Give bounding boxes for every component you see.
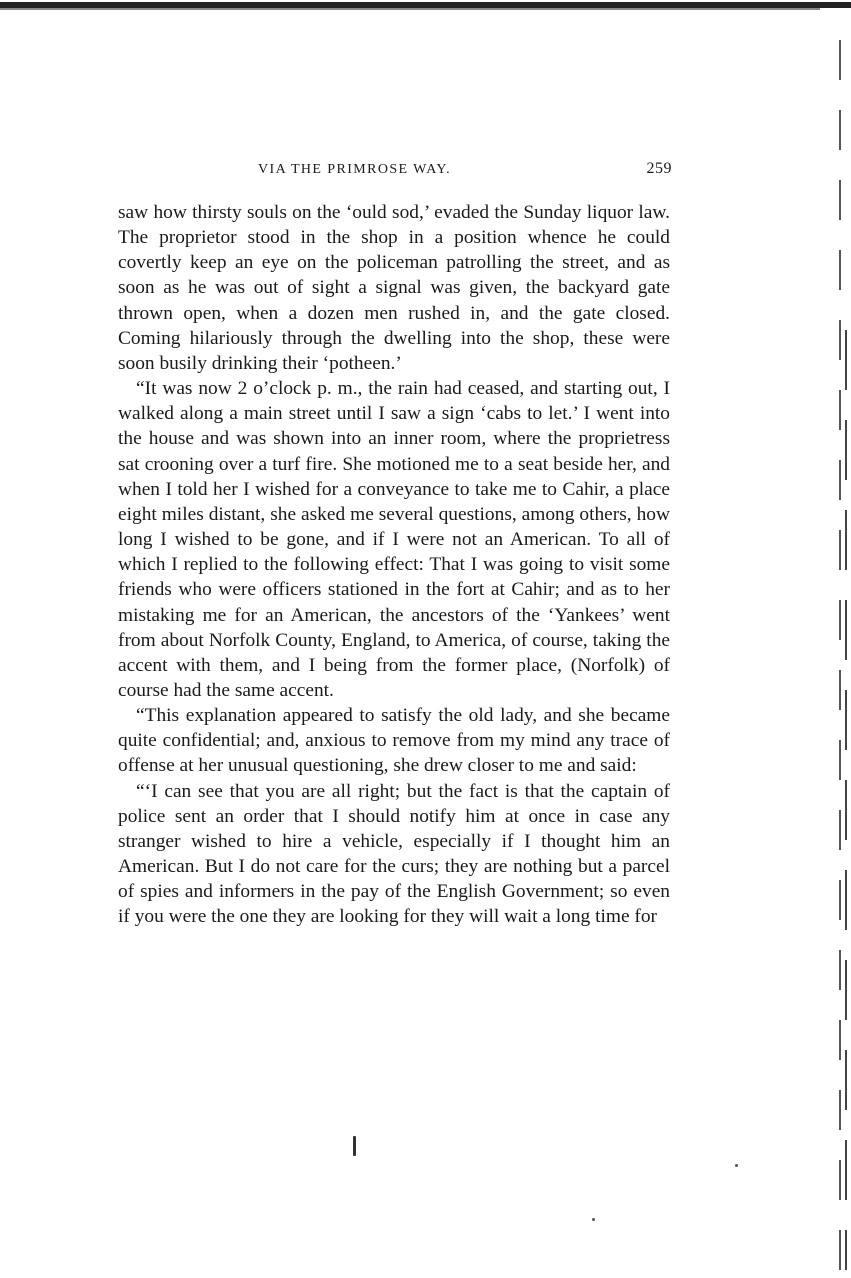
running-head	[118, 160, 670, 186]
paragraph: “This explanation appeared to satisfy the old lady, and she became quite confidential; and, anxious to remove from my mind any trace of offense at her unusual questioning, she drew closer to me and said:	[118, 705, 670, 777]
scan-right-edge	[839, 40, 841, 1270]
speck	[735, 1164, 738, 1167]
ink-smudge	[353, 1136, 356, 1156]
paragraph: “It was now 2 o’clock p. m., the rain had ceased, and starting out, I walked along a main street until I saw a sign ‘cabs to let.’ I went into the house and was shown into an inner room, where the proprietress sat crooning over a turf fire. She motioned me to a seat beside her, and when I told her I wished for a conveyance to take me to Cahir, a place eight miles distant, she asked me several questions, among others, how long I wished to be gone, and if I were not an American. To all of which I replied to the following effect: That I was going to visit some friends who were officers stationed in the fort at Cahir; and as to her mistaking me for an American, the ancestors of the ‘Yankees’ went from about Norfolk County, England, to America, of course, taking the accent with them, and I being from the former place, (Norfolk) of course had the same accent.	[118, 378, 670, 701]
book-page	[118, 160, 670, 930]
speck	[592, 1218, 595, 1221]
paragraph: “‘I can see that you are all right; but the fact is that the captain of police sent an order that I should notify him at once in case any stranger wished to hire a vehicle, especially if I thought him an American. But I do not care for the curs; they are nothing but a parcel of spies and informers in the pay of the English Government; so even if you were the one they are looking for they will wait a long time for	[118, 780, 670, 928]
paragraph-continued: saw how thirsty souls on the ‘ould sod,’ evaded the Sunday liquor law. The proprietor stood in the shop in a position whence he could covertly keep an eye on the policeman patrolling the street, and as soon as he was out of sight a signal was given, the backyard gate thrown open, when a dozen men rushed in, and the gate closed. Coming hilariously through the dwelling into the shop, these were soon busily drinking their ‘potheen.’	[118, 202, 670, 374]
scan-top-edge-shadow	[0, 8, 820, 10]
page-number: 259	[646, 160, 672, 177]
body-text	[118, 200, 670, 930]
running-title: VIA THE PRIMROSE WAY.	[258, 162, 452, 177]
scan-right-edge-inner	[845, 330, 847, 1270]
